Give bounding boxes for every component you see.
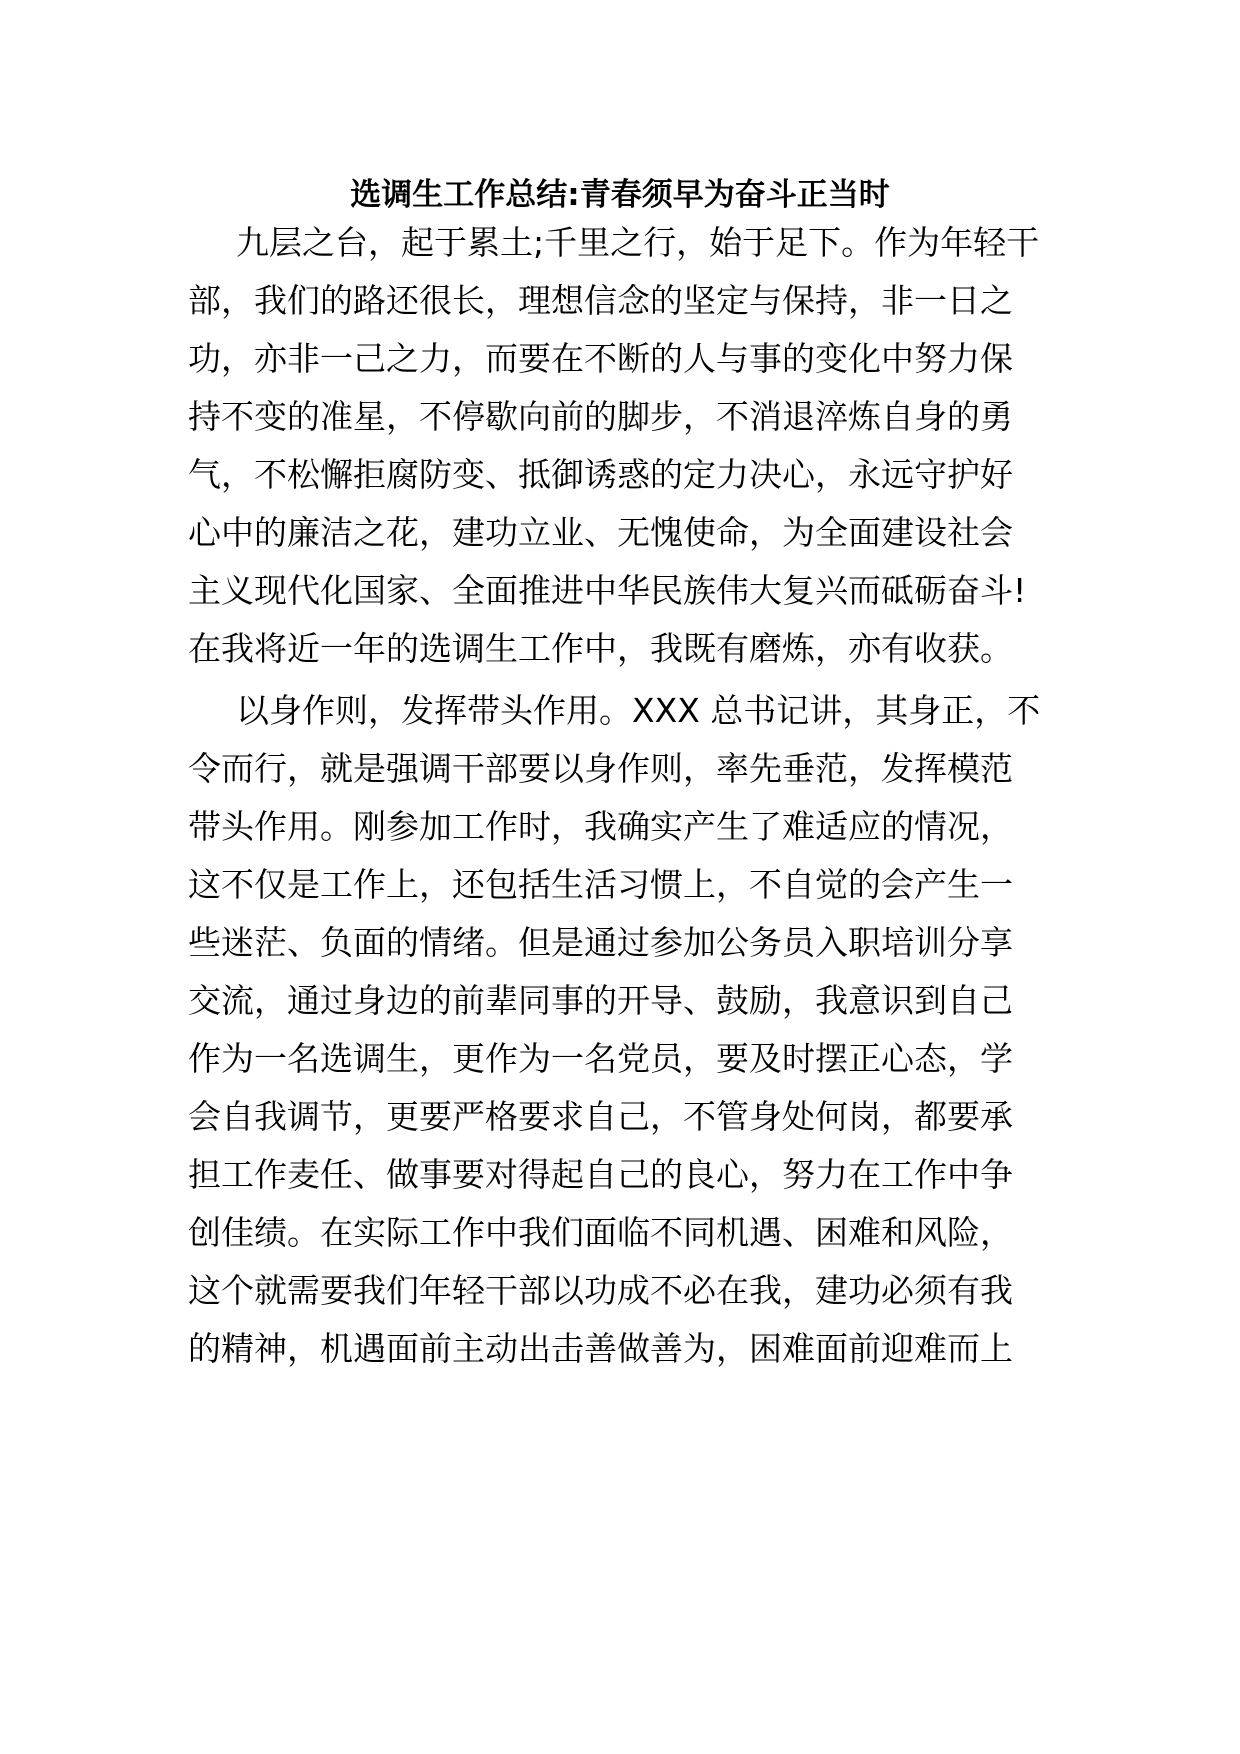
paragraph-2-line-4: 这不仅是工作上，还包括生活习惯上，不自觉的会产生一 xyxy=(188,865,1013,904)
paragraph-2-line-9: 担工作麦任、做事要对得起自己的良心，努力在工作中争 xyxy=(188,1155,1013,1194)
paragraph-2-line-10: 创佳绩。在实际工作中我们面临不同机遇、困难和风险， xyxy=(188,1213,1013,1252)
paragraph-2-line-1: 以身作则，发挥带头作用。XXX 总书记讲，其身正，不 xyxy=(236,691,1041,730)
paragraph-1-line-3: 功，亦非一己之力，而要在不断的人与事的变化中努力保 xyxy=(188,339,1013,378)
paragraph-1-line-2: 部，我们的路还很长，理想信念的坚定与保持，非一日之 xyxy=(188,281,1013,320)
paragraph-2-line-6: 交流，通过身边的前辈同事的开导、鼓励，我意识到自己 xyxy=(188,981,1013,1020)
paragraph-2-line-7: 作为一名选调生，更作为一名党员，要及时摆正心态，学 xyxy=(188,1039,1013,1078)
paragraph-1-line-7: 主义现代化国家、全面推进中华民族伟大复兴而砥砺奋斗! xyxy=(188,571,1027,610)
paragraph-1-line-1: 九层之台，起于累土;千里之行，始于足下。作为年轻干 xyxy=(236,223,1040,262)
paragraph-2-line-3: 带头作用。刚参加工作时，我确实产生了难适应的情况， xyxy=(188,807,1013,846)
paragraph-2-line-12: 的精神，机遇面前主动出击善做善为，困难面前迎难而上 xyxy=(188,1329,1013,1368)
paragraph-2-line-8: 会自我调节，更要严格要求自己，不管身处何岗，都要承 xyxy=(188,1097,1013,1136)
paragraph-1-line-6: 心中的廉洁之花，建功立业、无愧使命，为全面建设社会 xyxy=(188,513,1013,552)
paragraph-1-line-4: 持不变的准星，不停歇向前的脚步，不消退淬炼自身的勇 xyxy=(188,397,1013,436)
paragraph-2-line-11: 这个就需要我们年轻干部以功成不必在我，建功必须有我 xyxy=(188,1271,1013,1310)
document-title: 选调生工作总结:青春须早为奋斗正当时 xyxy=(350,177,890,213)
paragraph-2-line-2: 令而行，就是强调干部要以身作则，率先垂范，发挥模范 xyxy=(188,749,1013,788)
paragraph-1-line-8: 在我将近一年的选调生工作中，我既有磨炼，亦有收获。 xyxy=(188,629,1013,668)
paragraph-2-line-5: 些迷茫、负面的情绪。但是通过参加公务员入职培训分享 xyxy=(188,923,1013,962)
paragraph-1-line-5: 气，不松懈拒腐防变、抵御诱惑的定力决心，永远守护好 xyxy=(188,455,1013,494)
